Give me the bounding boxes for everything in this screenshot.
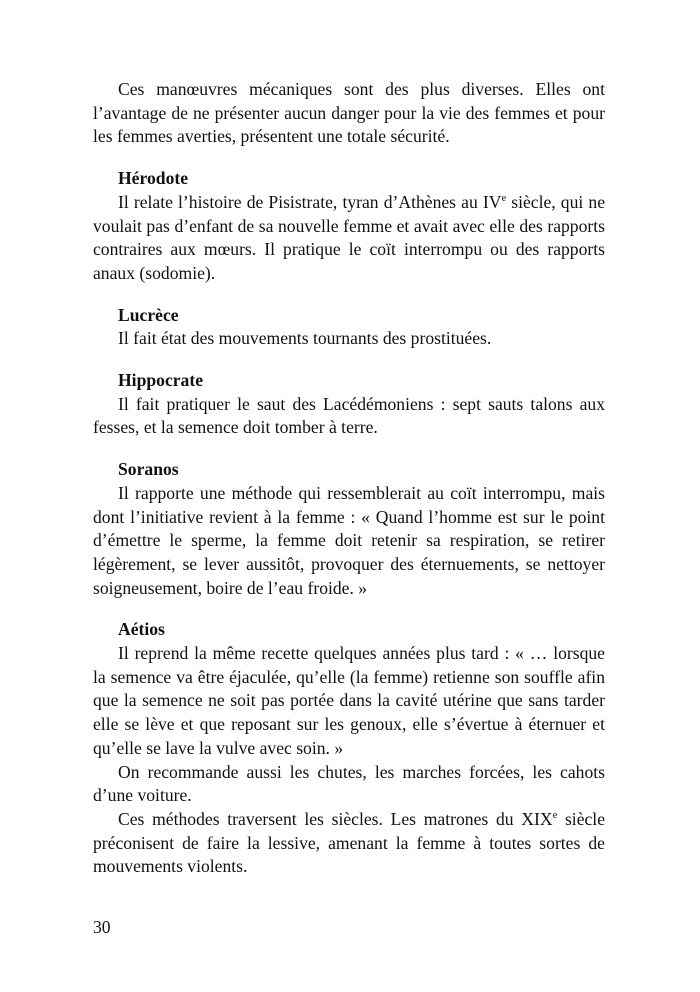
herodote-text-after: siècle, qui ne voulait pas d’enfant de sa nouvelle femme et avait avec elle des rapports contraires aux mœurs. Il pratique le coït interrompu ou des rapports anaux (sodomie). bbox=[93, 191, 606, 283]
hippocrate-paragraph: Il fait pratiquer le saut des Lacédémoniens : sept sauts talons aux fesses, et la semence doit tomber à terre. bbox=[93, 393, 605, 438]
page-body bbox=[93, 78, 605, 879]
closing-text-after: siècle préconisent de faire la lessive, amenant la femme à toutes sortes de mouvements violents. bbox=[93, 808, 606, 877]
herodote-text-before: Il relate l’histoire de Pisistrate, tyran d’Athènes au IV bbox=[118, 191, 502, 212]
closing-superscript: e bbox=[552, 809, 558, 821]
closing-paragraph-2 bbox=[93, 808, 605, 879]
soranos-paragraph: Il rapporte une méthode qui ressemblerait au coït interrompu, mais dont l’initiative revient à la femme : « Quand l’homme est sur le point d’émettre le sperme, la femme doit retenir sa respiration, se retirer légèrement, se lever aussitôt, provoquer des éternuements, se nettoyer soigneusement, boire de l’eau froide. » bbox=[93, 482, 605, 598]
heading-lucrece: Lucrèce bbox=[118, 304, 179, 325]
lucrece-paragraph: Il fait état des mouvements tournants des prostituées. bbox=[118, 328, 492, 349]
page-number: 30 bbox=[93, 917, 111, 937]
heading-soranos: Soranos bbox=[118, 459, 179, 480]
herodote-paragraph bbox=[93, 191, 605, 286]
closing-paragraph-1: On recommande aussi les chutes, les marches forcées, les cahots d’une voiture. bbox=[93, 761, 605, 806]
herodote-superscript: e bbox=[501, 192, 507, 204]
closing-text-before: Ces méthodes traversent les siècles. Les matrones du XIX bbox=[118, 808, 553, 829]
heading-hippocrate: Hippocrate bbox=[118, 370, 204, 391]
intro-paragraph: Ces manœuvres mécaniques sont des plus diverses. Elles ont l’avantage de ne présenter aucun danger pour la vie des femmes et pour les femmes averties, présentent une totale sécurité. bbox=[93, 79, 605, 147]
aetios-paragraph: Il reprend la même recette quelques années plus tard : « … lorsque la semence va être éjaculée, qu’elle (la femme) retienne son souffle afin que la semence ne soit pas portée dans la cavité utérine que sans tarder elle se lève et que reposant sur les genoux, elle s’évertue à éternuer et qu’elle se lave la vulve avec soin. » bbox=[93, 643, 605, 758]
heading-herodote: Hérodote bbox=[118, 168, 189, 189]
heading-aetios: Aétios bbox=[118, 619, 165, 640]
